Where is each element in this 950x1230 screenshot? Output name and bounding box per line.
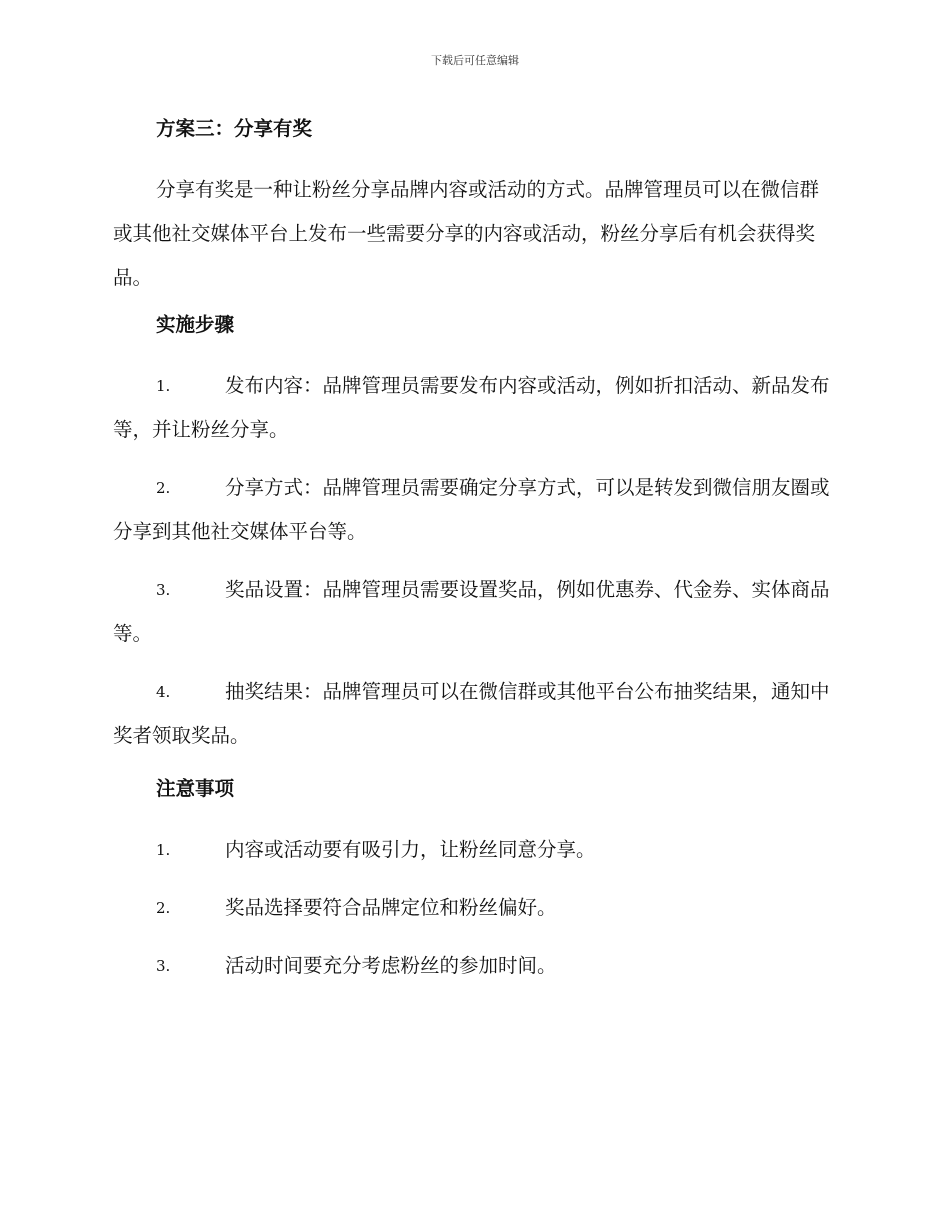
- list-number: 1.: [156, 377, 171, 395]
- list-text: 内容或活动要有吸引力，让粉丝同意分享。: [225, 838, 596, 861]
- list-item: [113, 828, 833, 872]
- document-body: [113, 112, 833, 1002]
- list-item: [113, 466, 833, 554]
- list-number: 2.: [156, 479, 171, 497]
- list-text: 分享方式：品牌管理员需要确定分享方式，可以是转发到微信朋友圈或分享到其他社交媒体平台等。: [113, 476, 830, 543]
- plan-title: 方案三：分享有奖: [156, 117, 313, 140]
- steps-title: 实施步骤: [156, 313, 235, 336]
- list-text: 抽奖结果：品牌管理员可以在微信群或其他平台公布抽奖结果，通知中奖者领取奖品。: [113, 680, 830, 747]
- list-text: 奖品选择要符合品牌定位和粉丝偏好。: [225, 896, 557, 919]
- list-number: 2.: [156, 899, 171, 917]
- notes-title: 注意事项: [156, 777, 235, 800]
- list-item: [113, 568, 833, 656]
- list-item: [113, 364, 833, 452]
- page-header: 下载后可任意编辑: [431, 54, 519, 67]
- list-number: 4.: [156, 683, 171, 701]
- list-text: 奖品设置：品牌管理员需要设置奖品，例如优惠券、代金券、实体商品等。: [113, 578, 830, 645]
- list-item: [113, 670, 833, 758]
- list-number: 1.: [156, 841, 171, 859]
- list-item: [113, 886, 833, 930]
- list-text: 发布内容：品牌管理员需要发布内容或活动，例如折扣活动、新品发布等，并让粉丝分享。: [113, 374, 830, 441]
- list-number: 3.: [156, 581, 171, 599]
- list-item: [113, 944, 833, 988]
- plan-intro: 分享有奖是一种让粉丝分享品牌内容或活动的方式。品牌管理员可以在微信群或其他社交媒体平台上发布一些需要分享的内容或活动，粉丝分享后有机会获得奖品。: [113, 178, 820, 289]
- notes-list: [113, 828, 833, 988]
- steps-list: [113, 364, 833, 758]
- list-number: 3.: [156, 957, 171, 975]
- list-text: 活动时间要充分考虑粉丝的参加时间。: [225, 954, 557, 977]
